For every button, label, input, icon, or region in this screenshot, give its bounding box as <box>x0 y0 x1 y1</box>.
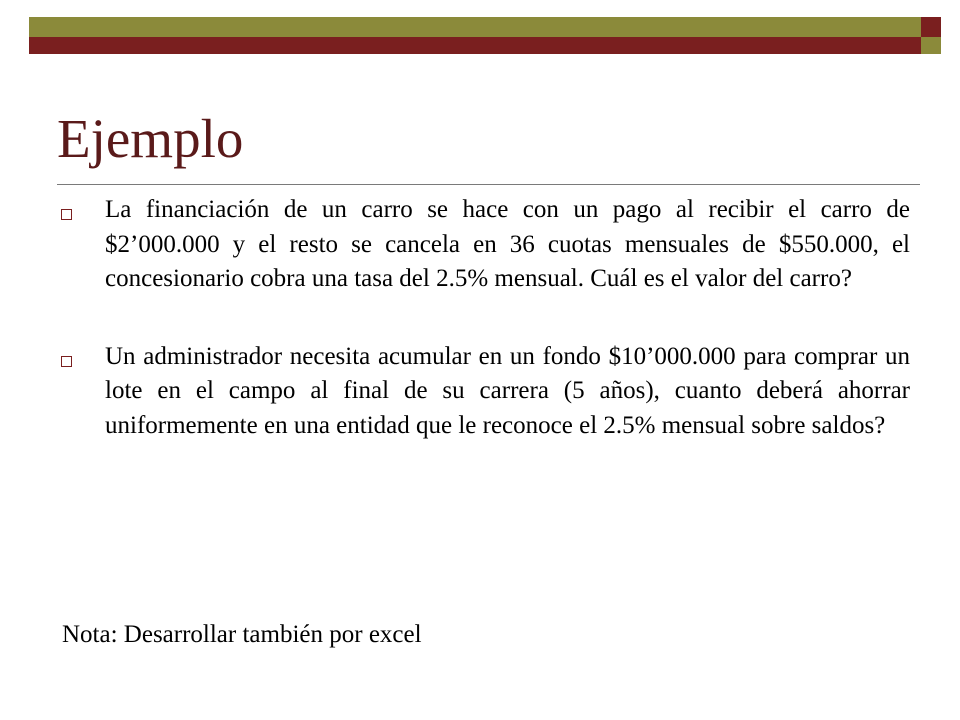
corner-square-olive <box>921 37 941 54</box>
hollow-square-icon <box>61 356 72 367</box>
bullet-item <box>57 340 910 444</box>
title-divider <box>57 184 920 185</box>
bullet-text: La financiación de un carro se hace con un pago al recibir el carro de $2’000.000 y el resto se cancela en 36 cuotas mensuales de $550.000, el concesionario cobra una tasa del 2.5% mensual. Cuál es el valor del carro? <box>105 196 910 292</box>
bullet-list <box>57 193 910 443</box>
hollow-square-icon <box>61 209 72 220</box>
header-bar-olive <box>29 17 921 37</box>
note-text: Nota: Desarrollar también por excel <box>62 621 422 648</box>
bullet-item <box>57 193 910 297</box>
header-bar-red <box>29 37 921 54</box>
slide-title: Ejemplo <box>57 108 244 169</box>
corner-square-red <box>921 17 941 37</box>
bullet-text: Un administrador necesita acumular en un fondo $10’000.000 para comprar un lote en el campo al final de su carrera (5 años), cuanto deberá ahorrar uniformemente en una entidad que le reconoce el 2.5% mensual sobre saldos? <box>105 342 910 439</box>
corner-squares <box>921 17 941 54</box>
